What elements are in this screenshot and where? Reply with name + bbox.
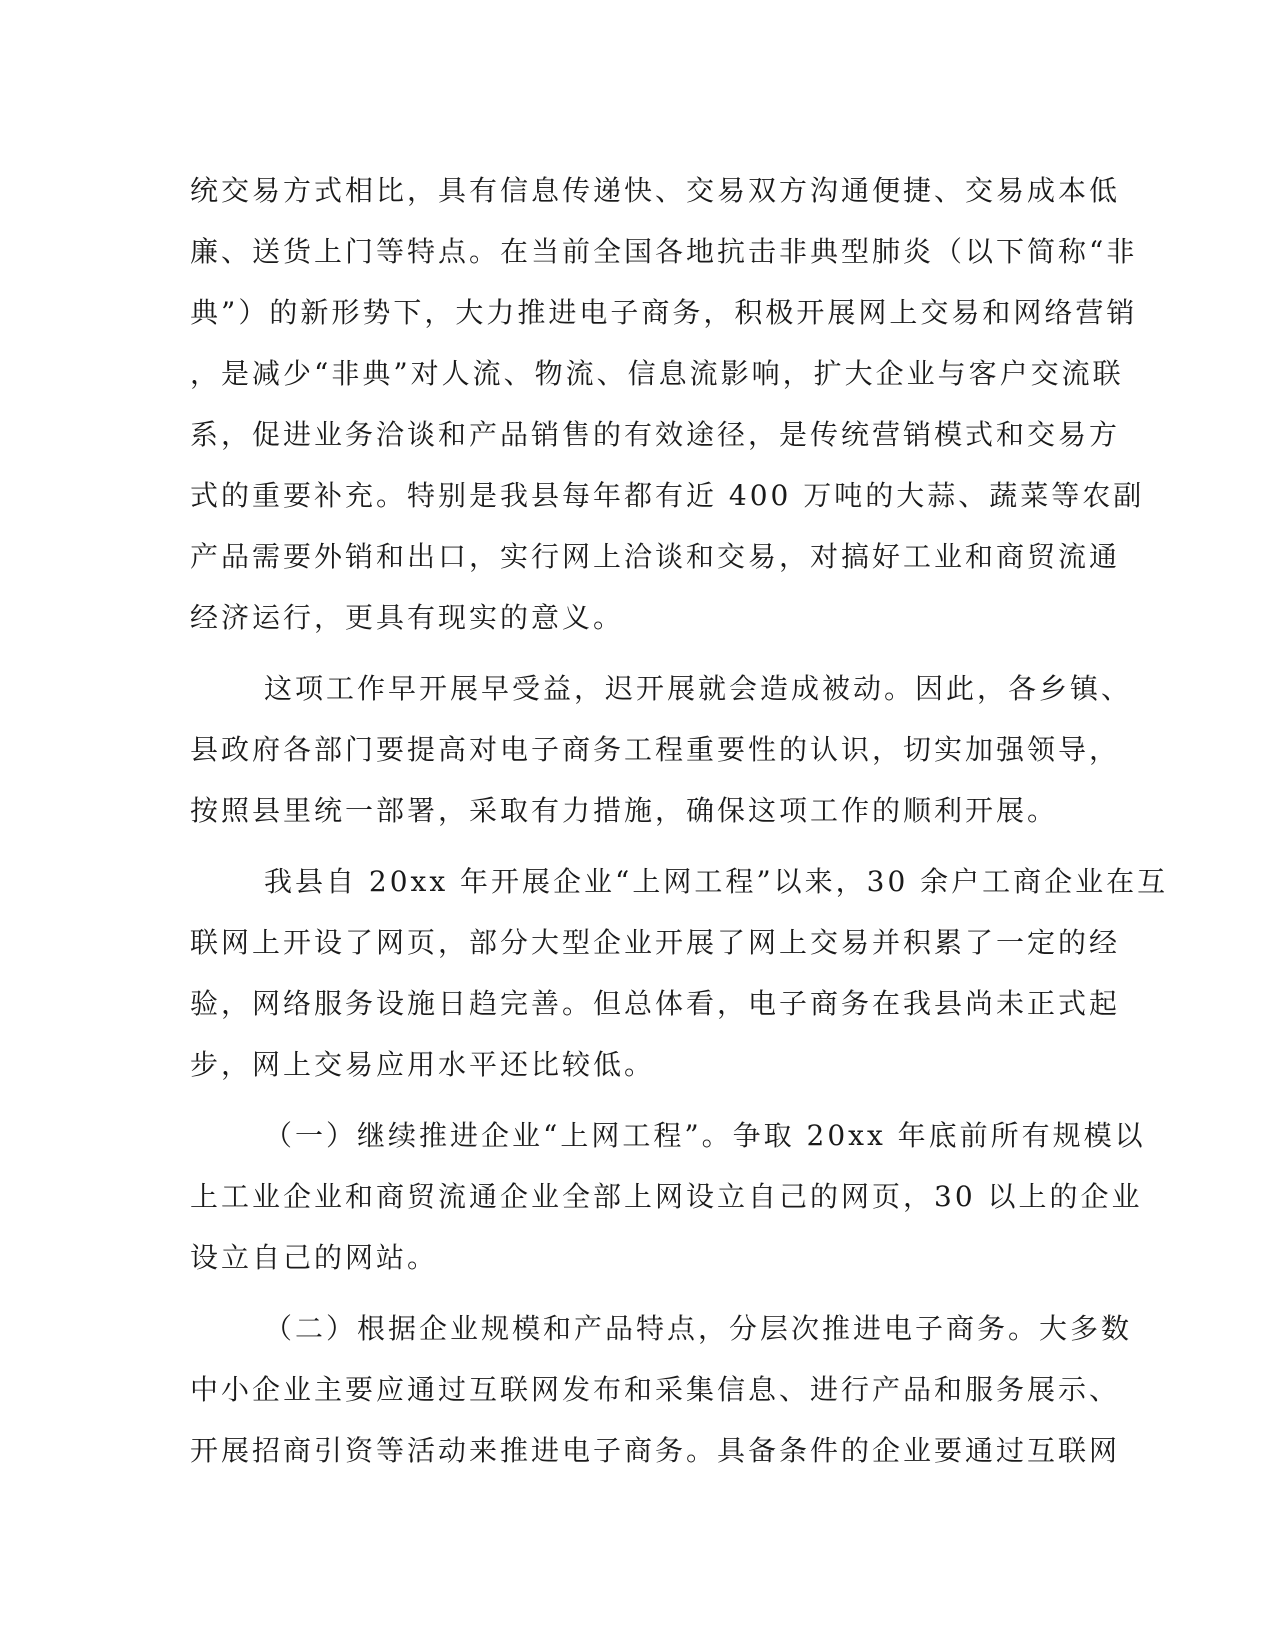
text-line: 县政府各部门要提高对电子商务工程重要性的认识，切实加强领导， [190, 733, 1121, 766]
text-line: 验，网络服务设施日趋完善。但总体看，电子商务在我县尚未正式起 [190, 987, 1121, 1020]
paragraph-3 [190, 851, 1169, 1095]
paragraph-5 [190, 1298, 1133, 1481]
text-line: 设立自己的网站。 [190, 1241, 439, 1274]
text-line: （一）继续推进企业“上网工程”。争取 20xx 年底前所有规模以 [264, 1119, 1146, 1152]
text-line: 这项工作早开展早受益，迟开展就会造成被动。因此，各乡镇、 [264, 672, 1133, 705]
paragraph-1 [190, 160, 1145, 648]
text-line: 我县自 20xx 年开展企业“上网工程”以来，30 余户工商企业在互 [264, 865, 1169, 898]
text-line: 中小企业主要应通过互联网发布和采集信息、进行产品和服务展示、 [190, 1373, 1121, 1406]
paragraph-2 [190, 658, 1133, 841]
text-line: 步，网上交易应用水平还比较低。 [190, 1048, 656, 1081]
text-line: 典”）的新形势下，大力推进电子商务，积极开展网上交易和网络营销 [190, 296, 1138, 329]
text-line: 联网上开设了网页，部分大型企业开展了网上交易并积累了一定的经 [190, 926, 1121, 959]
text-line: 统交易方式相比，具有信息传递快、交易双方沟通便捷、交易成本低 [190, 174, 1121, 207]
text-line: 按照县里统一部署，采取有力措施，确保这项工作的顺利开展。 [190, 794, 1059, 827]
text-line: （二）根据企业规模和产品特点，分层次推进电子商务。大多数 [264, 1312, 1133, 1345]
text-line: ，是减少“非典”对人流、物流、信息流影响，扩大企业与客户交流联 [190, 357, 1124, 390]
text-line: 式的重要补充。特别是我县每年都有近 400 万吨的大蒜、蔬菜等农副 [190, 479, 1145, 512]
text-line: 开展招商引资等活动来推进电子商务。具备条件的企业要通过互联网 [190, 1434, 1121, 1467]
text-line: 廉、送货上门等特点。在当前全国各地抗击非典型肺炎（以下简称“非 [190, 235, 1138, 268]
text-line: 上工业企业和商贸流通企业全部上网设立自己的网页，30 以上的企业 [190, 1180, 1143, 1213]
text-line: 产品需要外销和出口，实行网上洽谈和交易，对搞好工业和商贸流通 [190, 540, 1121, 573]
text-line: 系，促进业务洽谈和产品销售的有效途径，是传统营销模式和交易方 [190, 418, 1121, 451]
text-line: 经济运行，更具有现实的意义。 [190, 601, 625, 634]
paragraph-4 [190, 1105, 1146, 1288]
document-body [190, 160, 1169, 1481]
